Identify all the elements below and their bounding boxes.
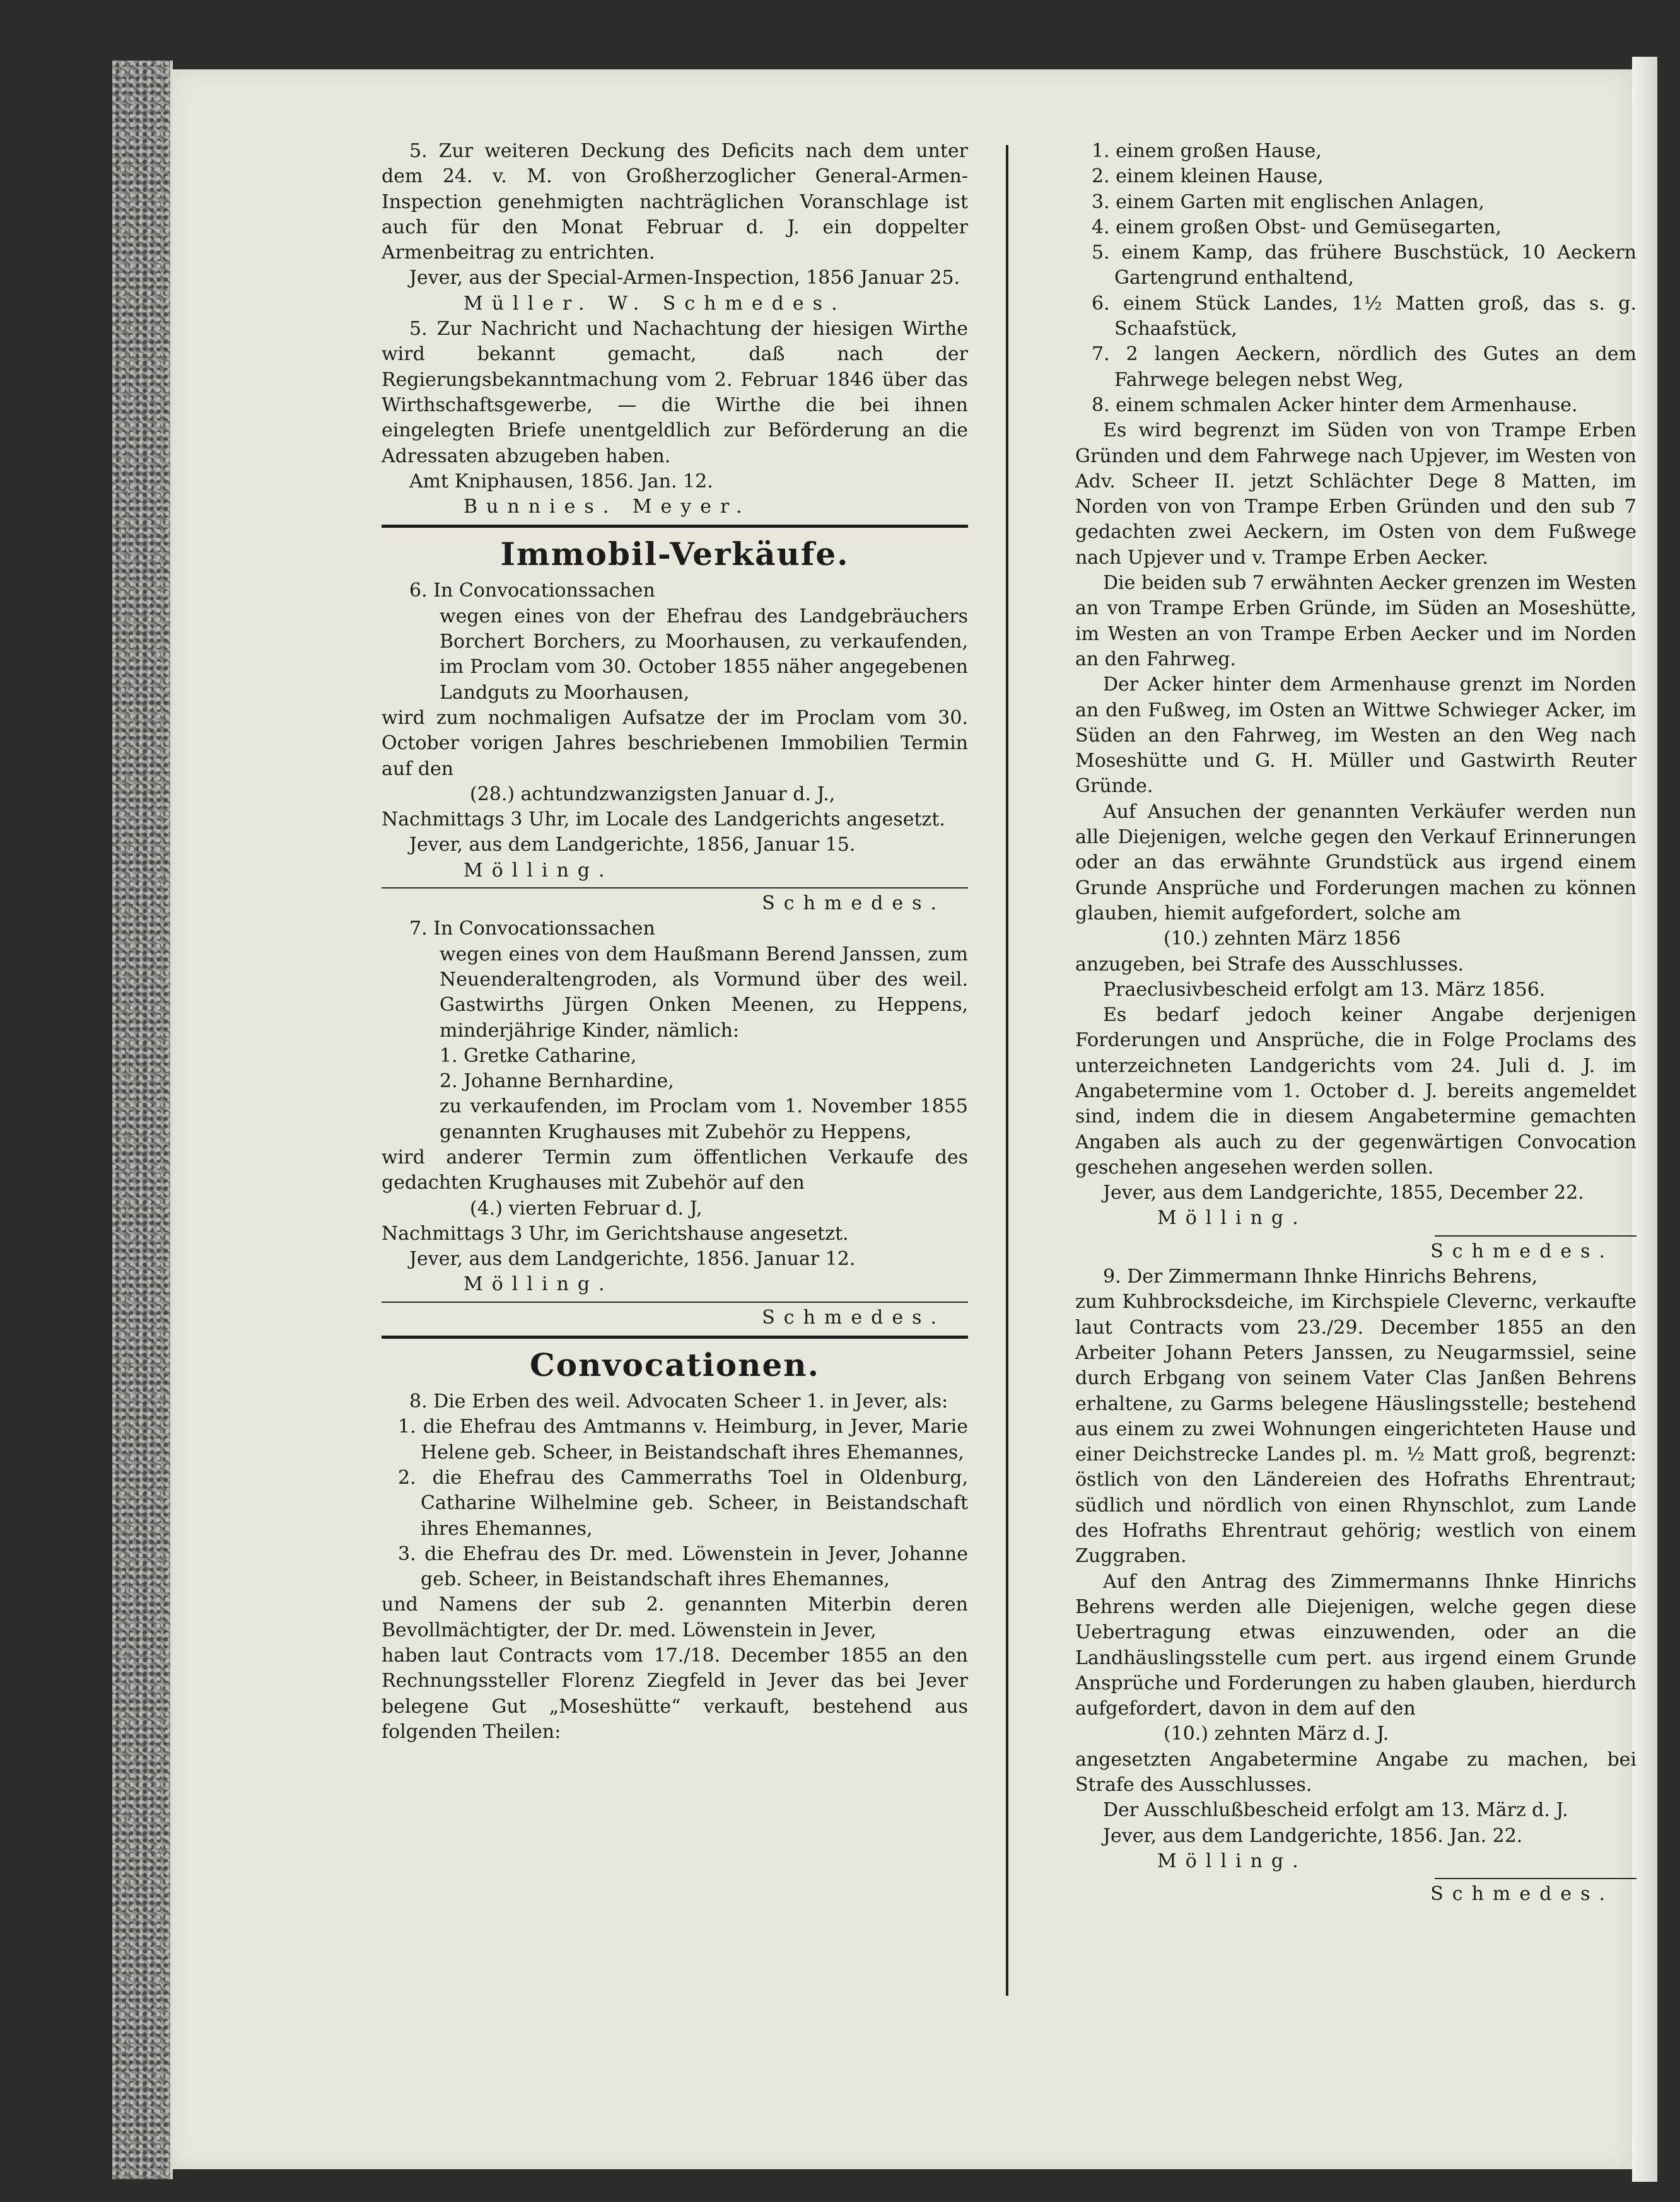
notice-7-intro: 7. In Convocationssachen <box>409 918 655 940</box>
notice-9-date: (10.) zehnten März d. J. <box>1164 1723 1389 1745</box>
notice-5a-place-date: Jever, aus der Special-Armen-Inspection, 1856 Januar 25. <box>409 267 960 289</box>
notice-8-body: haben laut Contracts vom 17./18. December 1855 an den Rechnungssteller Florenz Ziegfeld in Jever das bei Jever belegene Gut „Moseshütte“ verkauft, bestehend aus folgenden Theilen: <box>382 1645 968 1743</box>
notice-5b-place-date: Amt Kniphausen, 1856. Jan. 12. <box>409 470 713 492</box>
estate-item-7: 7. 2 langen Aeckern, nördlich des Gutes an dem Fahrwege belegen nebst Weg, <box>1092 343 1636 391</box>
notice-7-body: wird anderer Termin zum öffentlichen Verkaufe des gedachten Krughauses mit Zubehör auf den <box>382 1146 968 1194</box>
column-divider <box>1006 145 1008 1996</box>
notice-6-body: wird zum nochmaligen Aufsatze der im Proclam vom 30. October vorigen Jahres beschriebenen Immobilien Termin auf den <box>382 706 968 780</box>
notice-8-penalty: anzugeben, bei Strafe des Ausschlusses. <box>1075 953 1464 976</box>
notice-8-heir-2: 2. die Ehefrau des Cammerraths Toel in Oldenburg, Catharine Wilhelmine geb. Scheer, in Beistandschaft ihres Ehemannes, <box>398 1466 968 1540</box>
notice-8-signature-2: Schmedes. <box>1430 1240 1614 1262</box>
notice-8-date: (10.) zehnten März 1856 <box>1164 928 1401 950</box>
notice-6-place-date: Jever, aus dem Landgerichte, 1856, Januar 15. <box>409 834 856 856</box>
estate-item-2: 2. einem kleinen Hause, <box>1092 165 1324 188</box>
notice-7-date: (4.) vierten Februar d. J, <box>470 1197 703 1220</box>
estate-item-6: 6. einem Stück Landes, 1½ Matten groß, das s. g. Schaafstück, <box>1092 292 1636 341</box>
heading-immobil-verkaeufe: Immobil-Verkäufe. <box>500 535 849 573</box>
signature-rule <box>1435 1878 1636 1879</box>
notice-9-penalty: angesetzten Angabetermine Angabe zu machen, bei Strafe des Ausschlusses. <box>1075 1748 1636 1796</box>
heading-convocationen: Convocationen. <box>529 1346 820 1384</box>
notice-7-subject: wegen eines von dem Haußmann Berend Janssen, zum Neuenderaltengroden, als Vormund über des weil. Gastwirths Jürgen Onken Meenen, zu Heppens, minderjährige Kinder, nämlich: <box>440 943 968 1042</box>
notice-8-heir-3: 3. die Ehefrau des Dr. med. Löwenstein in Jever, Johanne geb. Scheer, in Beistandschaft ihres Ehemannes, <box>398 1542 968 1591</box>
notice-8-exemption: Es bedarf jedoch keiner Angabe derjenigen Forderungen und Ansprüche, die in Folge Proclams des unterzeichneten Landgerichts vom 24. Juli d. J. im Angabetermine vom 1. October d. J. bereits angemeldet sind, indem die in diesem Angabetermine gemachten Angaben als auch zu der gegenwärtigen Convocation geschehen angesehen werden sollen. <box>1075 1004 1636 1179</box>
notice-6-subject: wegen eines von der Ehefrau des Landgebräuchers Borchert Borchers, zu Moorhausen, zu verkaufenden, im Proclam vom 30. October 1855 näher angegebenen Landguts zu Moorhausen, <box>440 605 968 704</box>
notice-8-praeclusivbescheid: Praeclusivbescheid erfolgt am 13. März 1856. <box>1103 978 1546 1001</box>
notice-8-attorney: und Namens der sub 2. genannten Miterbin deren Bevollmächtigter, der Dr. med. Löwenstein in Jever, <box>382 1593 968 1641</box>
left-column <box>382 139 968 1745</box>
notice-7-child-2: 2. Johanne Bernhardine, <box>440 1070 674 1093</box>
notice-7-child-1: 1. Gretke Catharine, <box>440 1044 637 1067</box>
notice-8-signature-1: Mölling. <box>1157 1207 1307 1230</box>
notice-7-time: Nachmittags 3 Uhr, im Gerichtshause angesetzt. <box>382 1222 849 1245</box>
estate-item-4: 4. einem großen Obst- und Gemüsegarten, <box>1092 216 1502 238</box>
notice-6-signature-1: Mölling. <box>464 859 614 882</box>
notice-9-summons: Auf den Antrag des Zimmermanns Ihnke Hinrichs Behrens werden alle Diejenigen, welche gegen diese Uebertragung etwas einzuwenden, oder an die Landhäuslingsstelle cum pert. aus irgend einem Grunde Ansprüche und Forderungen zu haben glauben, hierdurch aufgefordert, davon in dem auf den <box>1075 1570 1636 1720</box>
notice-9-place-date: Jever, aus dem Landgerichte, 1856. Jan. 22. <box>1103 1824 1523 1847</box>
notice-9-signature-2: Schmedes. <box>1430 1883 1614 1906</box>
notice-7-signature-2: Schmedes. <box>762 1306 945 1329</box>
notice-8-intro: 8. Die Erben des weil. Advocaten Scheer 1. in Jever, als: <box>409 1390 948 1413</box>
notice-8-heir-1: 1. die Ehefrau des Amtmanns v. Heimburg, in Jever, Marie Helene geb. Scheer, in Beistandschaft ihres Ehemannes, <box>398 1416 968 1464</box>
signature-rule <box>382 887 968 888</box>
boundary-paragraph: Es wird begrenzt im Süden von von Trampe Erben Gründen und dem Fahrwege nach Upjever, im Westen von Adv. Scheer II. jetzt Schlächter Dege 8 Matten, im Norden von von Trampe Erben Gründen und den sub 7 gedachten zwei Aeckern, im Osten von dem Fußwege nach Upjever und v. Trampe Erben Aecker. <box>1075 419 1636 569</box>
notice-7-place-date: Jever, aus dem Landgerichte, 1856. Januar 12. <box>409 1248 856 1271</box>
notice-6-time: Nachmittags 3 Uhr, im Locale des Landgerichts angesetzt. <box>382 808 945 831</box>
notice-6-signature-2: Schmedes. <box>762 892 945 915</box>
signature-rule <box>1435 1235 1636 1237</box>
section-rule <box>382 1336 968 1339</box>
book-binding <box>112 61 173 2179</box>
signature-rule <box>382 1302 968 1303</box>
estate-item-3: 3. einem Garten mit englischen Anlagen, <box>1092 190 1485 213</box>
section-rule <box>382 525 968 528</box>
notice-9-ausschlussbescheid: Der Ausschlußbescheid erfolgt am 13. März d. J. <box>1103 1799 1568 1822</box>
notice-6-date: (28.) achtundzwanzigsten Januar d. J., <box>470 783 836 805</box>
aecker-paragraph: Die beiden sub 7 erwähnten Aecker grenzen im Westen an von Trampe Erben Gründe, im Süden an Moseshütte, im Westen an von Trampe Erben Aecker und im Norden an den Fahrweg. <box>1075 572 1636 670</box>
notice-6-intro: 6. In Convocationssachen <box>409 580 655 602</box>
notice-5a-signatures: Müller. W. Schmedes. <box>464 292 846 315</box>
notice-5b-signatures: Bunnies. Meyer. <box>464 496 751 518</box>
estate-item-5: 5. einem Kamp, das frühere Buschstück, 10 Aeckern Gartengrund enthaltend, <box>1092 242 1636 289</box>
notice-8-place-date: Jever, aus dem Landgerichte, 1855, December 22. <box>1103 1182 1584 1204</box>
notice-7-object: zu verkaufenden, im Proclam vom 1. November 1855 genannten Krughauses mit Zubehör zu Heppens, <box>440 1095 968 1143</box>
notice-9-body: zum Kuhbrocksdeiche, im Kirchspiele Clevernс, verkaufte laut Contracts vom 23./29. December 1855 an den Arbeiter Johann Peters Janssen, zu Neugarmssiel, seine durch Erbgang von seinem Vater Clas Janßen Behrens erhaltene, zu Garms belegene Häuslingsstelle; bestehend aus einem zu zwei Wohnungen eingerichteten Hause und einer Deichstrecke Landes pl. m. ½ Matt groß, begrenzt: östlich von den Ländereien des Hofraths Ehrentraut; südlich und nördlich von einen Rhynschlot, zum Lande des Hofraths Ehrentraut gehörig; westlich von einem Zuggraben. <box>1075 1291 1636 1568</box>
notice-9-intro: 9. Der Zimmermann Ihnke Hinrichs Behrens, <box>1103 1266 1538 1288</box>
estate-item-8: 8. einem schmalen Acker hinter dem Armenhause. <box>1092 393 1578 416</box>
acker-paragraph: Der Acker hinter dem Armenhause grenzt im Norden an den Fußweg, im Osten an Wittwe Schwieger Acker, im Süden an den Fahrweg, im Westen an den Weg nach Moseshütte und G. H. Müller und Gastwirth Reuter Gründe. <box>1075 673 1636 798</box>
notice-5b-body: 5. Zur Nachricht und Nachachtung der hiesigen Wirthe wird bekannt gemacht, daß nach der Regierungsbekanntmachung vom 2. Februar 1846 über das Wirthschaftsgewerbe, — die Wirthe die bei ihnen eingelegten Briefe unentgeldlich zur Beförderung an die Adressaten abzugeben haben. <box>382 318 968 467</box>
notice-9-signature-1: Mölling. <box>1157 1850 1307 1872</box>
notice-5a-body: 5. Zur weiteren Deckung des Deficits nach dem unter dem 24. v. M. von Großherzoglicher General-Armen-Inspection genehmigten nachträglichen Voranschlage ist auch für den Monat Februar d. J. ein doppelter Armenbeitrag zu entrichten. <box>382 140 968 264</box>
estate-item-1: 1. einem großen Hause, <box>1092 140 1322 162</box>
summons-paragraph: Auf Ansuchen der genannten Verkäufer werden nun alle Diejenigen, welche gegen den Verkauf Erinnerungen oder an das erwähnte Grundstück aus irgend einem Grunde Ansprüche und Forderungen machen zu können glauben, hiemit aufgefordert, solche am <box>1075 800 1636 924</box>
right-column <box>1075 139 1636 1907</box>
notice-7-signature-1: Mölling. <box>464 1273 614 1296</box>
